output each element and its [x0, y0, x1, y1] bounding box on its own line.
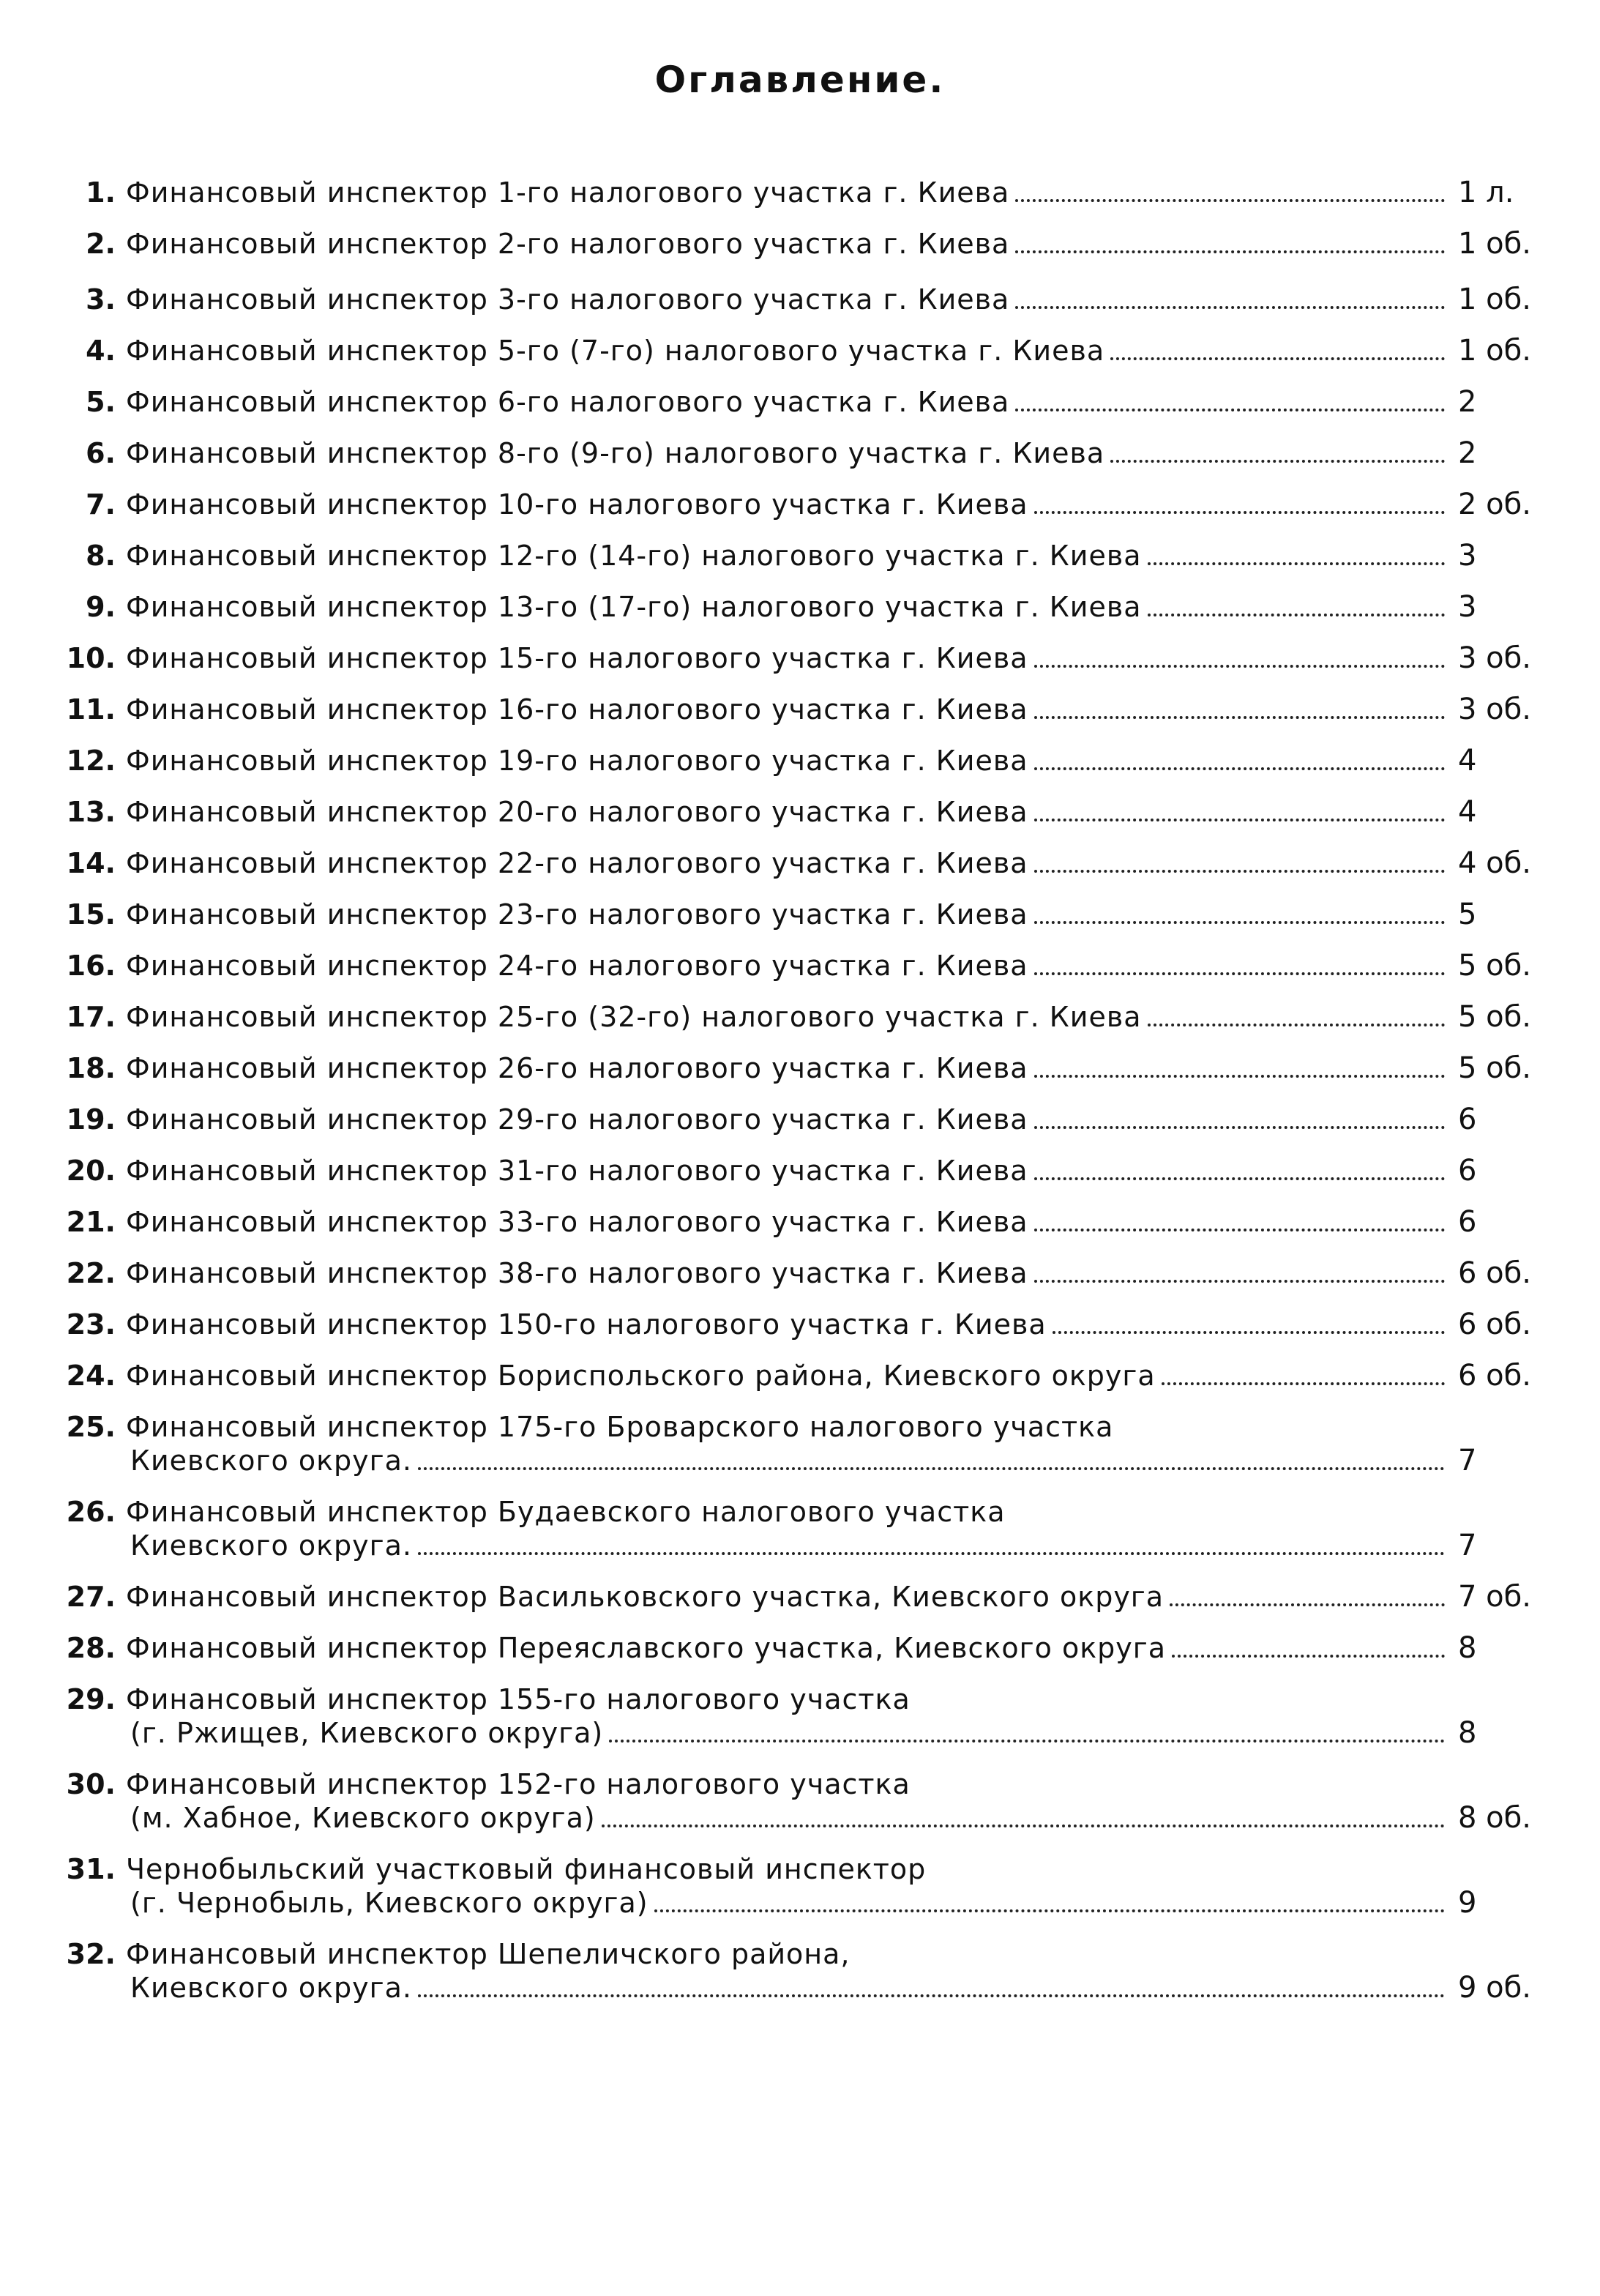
toc-entry-number: 21.	[66, 1206, 116, 1238]
toc-entry-text: Финансовый инспектор 19-го налогового участка г. Киева	[126, 745, 1028, 777]
toc-entry	[60, 539, 1546, 573]
toc-entry-number: 22.	[66, 1257, 116, 1289]
dot-leader	[1148, 614, 1445, 616]
dot-leader	[1015, 409, 1445, 411]
toc-entry-title	[126, 1937, 1451, 2005]
toc-entry-page: 4 об.	[1458, 846, 1532, 880]
toc-entry-text: Финансовый инспектор 175-го Броварского налогового участка	[126, 1411, 1114, 1443]
dot-leader	[1034, 921, 1445, 924]
toc-entry-page: 2 об.	[1458, 488, 1532, 521]
dot-leader	[1053, 1331, 1445, 1334]
toc-entry-text: Финансовый инспектор 24-го налогового участка г. Киева	[126, 950, 1028, 982]
toc-entry	[60, 1051, 1546, 1085]
dot-leader	[418, 1552, 1445, 1555]
toc-entry-title	[126, 898, 1451, 931]
toc-entry-number: 15.	[66, 898, 116, 931]
dot-leader	[1110, 460, 1445, 463]
toc-entry-number: 16.	[66, 950, 116, 982]
toc-entry-title	[126, 1682, 1451, 1750]
toc-entry-page: 3	[1458, 539, 1477, 573]
toc-entry	[60, 693, 1546, 726]
toc-entry-text: Финансовый инспектор Шепеличского района,	[126, 1938, 851, 1970]
toc-entry-title	[126, 590, 1451, 624]
toc-entry-number: 17.	[66, 1001, 116, 1033]
toc-entry-page: 6	[1458, 1103, 1477, 1136]
toc-entry-page: 5 об.	[1458, 1000, 1532, 1034]
toc-entry-text: Финансовый инспектор 29-го налогового участка г. Киева	[126, 1103, 1028, 1136]
toc-entry-number: 14.	[66, 847, 116, 879]
toc-entry-text: Финансовый инспектор 1-го налогового участка г. Киева	[126, 176, 1010, 209]
toc-entry-text: Чернобыльский участковый финансовый инспектор	[126, 1853, 927, 1885]
toc-entry-number: 2.	[86, 228, 116, 260]
toc-entry	[60, 227, 1546, 261]
toc-entry	[60, 1852, 1546, 1920]
toc-entry-title	[126, 1410, 1451, 1477]
toc-entry	[60, 949, 1546, 983]
toc-entry-title	[126, 1000, 1451, 1034]
toc-entry-title	[126, 1205, 1451, 1239]
toc-entry-number: 10.	[66, 642, 116, 674]
toc-entry-page: 7	[1458, 1444, 1477, 1477]
toc-entry-text: Финансовый инспектор 26-го налогового участка г. Киева	[126, 1052, 1028, 1084]
toc-entry	[60, 1205, 1546, 1239]
toc-entry-page: 3 об.	[1458, 641, 1532, 675]
toc-entry-title	[126, 846, 1451, 880]
toc-entry-number: 19.	[66, 1103, 116, 1136]
toc-entry-page: 1 об.	[1458, 227, 1532, 261]
toc-entry-page: 5 об.	[1458, 1051, 1532, 1085]
toc-entry-page: 1 об.	[1458, 283, 1532, 316]
dot-leader	[1034, 972, 1445, 975]
toc-entry-text: Финансовый инспектор 16-го налогового участка г. Киева	[126, 693, 1028, 726]
toc-entry-number: 1.	[86, 176, 116, 209]
toc-entry-text: Финансовый инспектор 10-го налогового участка г. Киева	[126, 488, 1028, 521]
toc-entry-page: 2	[1458, 436, 1477, 470]
toc-entry-title	[126, 539, 1451, 573]
page-title: Оглавление.	[654, 59, 946, 101]
toc-entry-number: 28.	[66, 1632, 116, 1664]
toc-entry-title	[126, 795, 1451, 829]
toc-entry-page: 8	[1458, 1631, 1477, 1665]
toc-entry	[60, 1580, 1546, 1614]
toc-entry	[60, 590, 1546, 624]
toc-entry-page: 8 об.	[1458, 1801, 1532, 1835]
toc-entry-text: Финансовый инспектор 15-го налогового участка г. Киева	[126, 642, 1028, 674]
dot-leader	[1034, 511, 1445, 514]
dot-leader	[1110, 357, 1445, 360]
toc-entry-page: 5	[1458, 898, 1477, 931]
toc-entry-text: Финансовый инспектор Будаевского налогового участка	[126, 1496, 1006, 1528]
toc-entry-text: Финансовый инспектор 152-го налогового участка	[126, 1768, 911, 1800]
toc-entry	[60, 1767, 1546, 1835]
toc-entry-text: Финансовый инспектор 155-го налогового участка	[126, 1683, 911, 1715]
toc-entry-number: 26.	[66, 1496, 116, 1528]
toc-entry	[60, 744, 1546, 778]
toc-entry-text: Финансовый инспектор Васильковского участка, Киевского округа	[126, 1581, 1165, 1613]
toc-entry-title	[126, 1256, 1451, 1290]
toc-entry-title	[126, 334, 1451, 368]
dot-leader	[1034, 665, 1445, 668]
toc-entry	[60, 1359, 1546, 1393]
toc-entry-title	[126, 283, 1451, 316]
toc-entry-text: Финансовый инспектор Переяславского участка, Киевского округа	[126, 1632, 1167, 1664]
toc-entry	[60, 283, 1546, 316]
dot-leader	[1034, 1177, 1445, 1180]
toc-entry-page: 4	[1458, 795, 1477, 829]
toc-entry-text: Финансовый инспектор 25-го (32-го) налогового участка г. Киева	[126, 1001, 1142, 1033]
toc-entry-number: 24.	[66, 1360, 116, 1392]
toc-entry	[60, 1308, 1546, 1341]
toc-entry	[60, 1103, 1546, 1136]
toc-entry-text-continued: Киевского округа.	[130, 1972, 412, 2004]
toc-entry-text: Финансовый инспектор 20-го налогового участка г. Киева	[126, 796, 1028, 828]
dot-leader	[1034, 819, 1445, 821]
toc-entry	[60, 1000, 1546, 1034]
toc-entry-number: 30.	[66, 1768, 116, 1800]
toc-entry-text: Финансовый инспектор 2-го налогового участка г. Киева	[126, 228, 1010, 260]
toc-entry-title	[126, 1767, 1451, 1835]
toc-entry-page: 9	[1458, 1886, 1477, 1920]
dot-leader	[418, 1467, 1445, 1470]
toc-entry-number: 27.	[66, 1581, 116, 1613]
toc-entry	[60, 176, 1546, 209]
toc-entry-page: 1 об.	[1458, 334, 1532, 368]
dot-leader	[654, 1909, 1445, 1912]
toc-entry-text: Финансовый инспектор 8-го (9-го) налогового участка г. Киева	[126, 437, 1105, 469]
toc-entry-number: 12.	[66, 745, 116, 777]
toc-entry-number: 29.	[66, 1683, 116, 1715]
toc-entry-text-continued: (г. Ржищев, Киевского округа)	[130, 1717, 604, 1749]
dot-leader	[1034, 1126, 1445, 1129]
toc-entry-number: 8.	[86, 540, 116, 572]
dot-leader	[1015, 250, 1445, 253]
toc-entry-title	[126, 488, 1451, 521]
toc-entry-title	[126, 1580, 1451, 1614]
toc-entry-page: 6 об.	[1458, 1256, 1532, 1290]
toc-entry-number: 3.	[86, 283, 116, 316]
toc-entry	[60, 846, 1546, 880]
toc-entry-page: 3 об.	[1458, 693, 1532, 726]
toc-entry-number: 18.	[66, 1052, 116, 1084]
dot-leader	[1034, 716, 1445, 719]
toc-entry-title	[126, 1852, 1451, 1920]
toc-entry	[60, 795, 1546, 829]
toc-entry-page: 3	[1458, 590, 1477, 624]
dot-leader	[1148, 1024, 1445, 1026]
toc-entry-number: 9.	[86, 591, 116, 623]
toc-entry-title	[126, 1051, 1451, 1085]
toc-entry-title	[126, 1308, 1451, 1341]
toc-entry	[60, 1256, 1546, 1290]
dot-leader	[1015, 199, 1445, 202]
toc-entry-title	[126, 949, 1451, 983]
toc-entry-number: 11.	[66, 693, 116, 726]
toc-entry-number: 23.	[66, 1308, 116, 1341]
dot-leader	[1034, 870, 1445, 873]
toc-entry-number: 32.	[66, 1938, 116, 1970]
toc-entry	[60, 385, 1546, 419]
toc-entry-text: Финансовый инспектор 3-го налогового участка г. Киева	[126, 283, 1010, 316]
toc-entry-page: 7 об.	[1458, 1580, 1532, 1614]
toc-entry	[60, 436, 1546, 470]
dot-leader	[1034, 1280, 1445, 1283]
dot-leader	[418, 1994, 1445, 1997]
toc-entry-title	[126, 1154, 1451, 1188]
toc-entry-page: 5 об.	[1458, 949, 1532, 983]
toc-entry-text: Финансовый инспектор 12-го (14-го) налогового участка г. Киева	[126, 540, 1142, 572]
toc-entry-title	[126, 744, 1451, 778]
toc-entry	[60, 1631, 1546, 1665]
toc-entry-number: 20.	[66, 1155, 116, 1187]
toc-entry-number: 4.	[86, 335, 116, 367]
dot-leader	[602, 1824, 1445, 1827]
toc-entry-text: Финансовый инспектор Бориспольского района, Киевского округа	[126, 1360, 1156, 1392]
toc-entry-title	[126, 385, 1451, 419]
toc-entry-text-continued: (м. Хабное, Киевского округа)	[130, 1802, 596, 1834]
toc-entry	[60, 488, 1546, 521]
dot-leader	[1172, 1655, 1445, 1658]
toc-entry	[60, 641, 1546, 675]
toc-entry	[60, 1937, 1546, 2005]
toc-entry-text: Финансовый инспектор 31-го налогового участка г. Киева	[126, 1155, 1028, 1187]
toc-entry	[60, 1682, 1546, 1750]
dot-leader	[1034, 1075, 1445, 1078]
toc-entry-title	[126, 227, 1451, 261]
toc-entry-text: Финансовый инспектор 13-го (17-го) налогового участка г. Киева	[126, 591, 1142, 623]
toc-entry-number: 31.	[66, 1853, 116, 1885]
toc-entry-text-continued: Киевского округа.	[130, 1445, 412, 1477]
toc-entry-page: 6	[1458, 1205, 1477, 1239]
toc-entry-page: 1 л.	[1458, 176, 1514, 209]
toc-entry-title	[126, 641, 1451, 675]
toc-entry-number: 5.	[86, 386, 116, 418]
toc-entry	[60, 898, 1546, 931]
dot-leader	[1148, 562, 1445, 565]
toc-entry-page: 7	[1458, 1529, 1477, 1562]
toc-entry-page: 6 об.	[1458, 1359, 1532, 1393]
toc-entry-text-continued: Киевского округа.	[130, 1529, 412, 1562]
dot-leader	[1034, 767, 1445, 770]
toc-entry-text: Финансовый инспектор 6-го налогового участка г. Киева	[126, 386, 1010, 418]
toc-entry-text: Финансовый инспектор 150-го налогового участка г. Киева	[126, 1308, 1047, 1341]
toc-entry-page: 6 об.	[1458, 1308, 1532, 1341]
toc-entry-text-continued: (г. Чернобыль, Киевского округа)	[130, 1887, 648, 1919]
toc-entry-title	[126, 1103, 1451, 1136]
toc-entry-number: 6.	[86, 437, 116, 469]
dot-leader	[1162, 1382, 1445, 1385]
toc-entry-page: 4	[1458, 744, 1477, 778]
toc-entry	[60, 334, 1546, 368]
toc-entry-number: 7.	[86, 488, 116, 521]
toc-entry	[60, 1495, 1546, 1562]
toc-entry-text: Финансовый инспектор 5-го (7-го) налогового участка г. Киева	[126, 335, 1105, 367]
toc-entry-number: 13.	[66, 796, 116, 828]
toc-entry-page: 6	[1458, 1154, 1477, 1188]
dot-leader	[1170, 1603, 1445, 1606]
toc-entry-page: 9 об.	[1458, 1971, 1532, 2005]
toc-entry-title	[126, 1631, 1451, 1665]
toc-entry-title	[126, 436, 1451, 470]
toc-entry-text: Финансовый инспектор 23-го налогового участка г. Киева	[126, 898, 1028, 931]
toc-entry	[60, 1154, 1546, 1188]
toc-entry-text: Финансовый инспектор 22-го налогового участка г. Киева	[126, 847, 1028, 879]
toc-entry	[60, 1410, 1546, 1477]
toc-entry-text: Финансовый инспектор 33-го налогового участка г. Киева	[126, 1206, 1028, 1238]
dot-leader	[1015, 306, 1445, 309]
toc-entry-title	[126, 176, 1451, 209]
toc-entry-page: 2	[1458, 385, 1477, 419]
dot-leader	[1034, 1229, 1445, 1231]
toc-entry-page: 8	[1458, 1716, 1477, 1750]
toc-entry-title	[126, 1359, 1451, 1393]
toc-entry-title	[126, 693, 1451, 726]
toc-entry-text: Финансовый инспектор 38-го налогового участка г. Киева	[126, 1257, 1028, 1289]
dot-leader	[609, 1740, 1445, 1742]
toc-entry-title	[126, 1495, 1451, 1562]
toc-entry-number: 25.	[66, 1411, 116, 1443]
table-of-contents	[60, 176, 1546, 2022]
